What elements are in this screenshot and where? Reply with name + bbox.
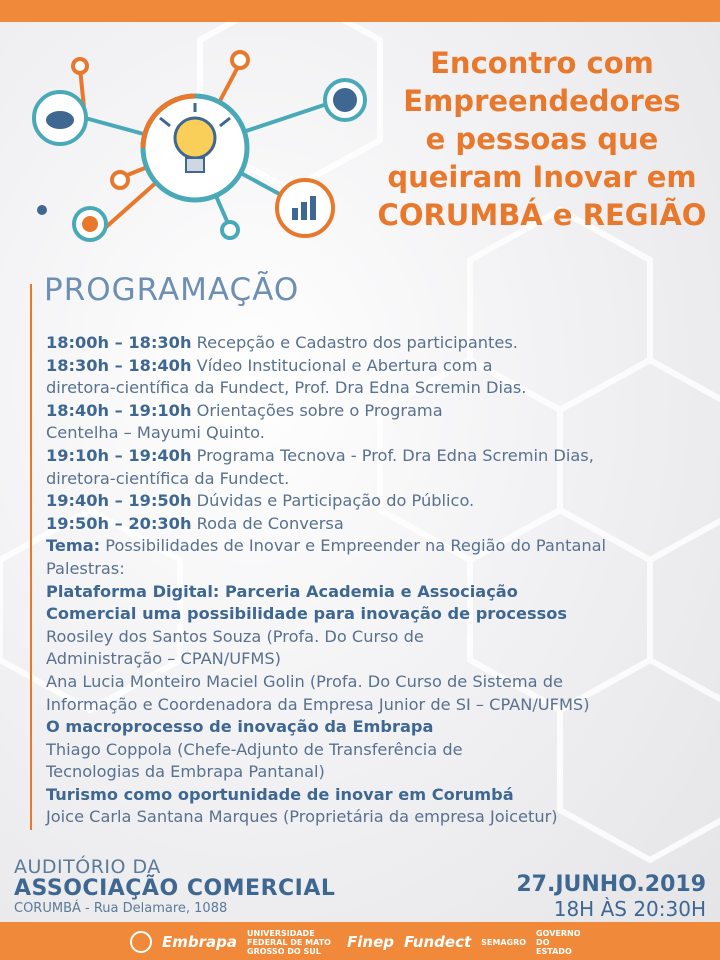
schedule-line: [46, 716, 716, 739]
embrapa-logo: Embrapa: [162, 933, 237, 951]
schedule-line: [46, 422, 716, 445]
schedule-line: [46, 648, 716, 671]
sponsor-logos: [130, 926, 586, 958]
schedule-text: Orientações sobre o Programa: [191, 400, 443, 420]
talk-title: Comercial uma possibilidade para inovação de processos: [46, 604, 567, 624]
schedule-text: Palestras:: [46, 558, 125, 578]
section-divider: [30, 284, 32, 830]
schedule-line: [46, 332, 716, 355]
schedule-line: [46, 445, 716, 468]
venue-line-2: ASSOCIAÇÃO COMERCIAL: [14, 876, 336, 901]
schedule-time: Tema:: [46, 536, 101, 556]
headline-line: Empreendedores: [403, 84, 681, 118]
governo-logo: GOVERNO DO ESTADO: [536, 928, 581, 956]
venue-address: CORUMBÁ - Rua Delamare, 1088: [14, 901, 228, 916]
schedule-line: [46, 761, 716, 784]
top-accent-bar: [0, 0, 720, 22]
schedule-text: Roosiley dos Santos Souza (Profa. Do Curso de: [46, 626, 424, 646]
schedule-text: Informação e Coordenadora da Empresa Junior de SI – CPAN/UFMS): [46, 694, 590, 714]
schedule: [46, 332, 716, 829]
schedule-text: Centelha – Mayumi Quinto.: [46, 423, 265, 443]
schedule-line: [46, 513, 716, 536]
talk-title: Plataforma Digital: Parceria Academia e Associação: [46, 581, 518, 601]
schedule-time: 19:40h – 19:50h: [46, 491, 192, 511]
schedule-time: 19:10h – 19:40h: [46, 445, 192, 465]
schedule-line: [46, 784, 716, 807]
schedule-text: Tecnologias da Embrapa Pantanal): [46, 762, 325, 782]
headline-line: queiram Inovar em: [387, 160, 697, 194]
schedule-time: 19:50h – 20:30h: [46, 513, 192, 533]
schedule-text: Ana Lucia Monteiro Maciel Golin (Profa. Do Curso de Sistema de: [46, 671, 563, 691]
schedule-text: Thiago Coppola (Chefe-Adjunto de Transferência de: [46, 739, 463, 759]
talk-title: Turismo como oportunidade de inovar em Corumbá: [46, 784, 514, 804]
schedule-time: 18:40h – 19:10h: [46, 400, 192, 420]
schedule-text: Dúvidas e Participação do Público.: [191, 491, 475, 511]
finep-logo: Finep: [347, 933, 394, 951]
schedule-line: [46, 377, 716, 400]
schedule-text: Possibilidades de Inovar e Empreender na Região do Pantanal: [100, 536, 607, 556]
schedule-line: [46, 603, 716, 626]
schedule-time: 18:00h – 18:30h: [46, 333, 192, 352]
schedule-text: Joice Carla Santana Marques (Proprietária da empresa Joicetur): [46, 807, 558, 827]
schedule-line: [46, 558, 716, 581]
talk-title: O macroprocesso de inovação da Embrapa: [46, 717, 434, 737]
schedule-text: diretora-científica da Fundect, Prof. Dra Edna Scremin Dias.: [46, 378, 527, 398]
event-time: 18H ÀS 20:30H: [553, 897, 706, 921]
headline: [372, 44, 712, 234]
schedule-text: Recepção e Cadastro dos participantes.: [191, 333, 518, 352]
programacao-title: PROGRAMAÇÃO: [44, 272, 300, 308]
semagro-logo: SEMAGRO: [481, 937, 527, 947]
event-date: 27.JUNHO.2019: [516, 872, 706, 897]
schedule-text: Roda de Conversa: [191, 513, 344, 533]
headline-line: CORUMBÁ e REGIÃO: [377, 198, 707, 232]
schedule-line: [46, 806, 716, 829]
schedule-line: [46, 400, 716, 423]
schedule-line: [46, 671, 716, 694]
venue-line-1: AUDITÓRIO DA: [14, 856, 161, 878]
schedule-line: [46, 535, 716, 558]
schedule-text: diretora-científica da Fundect.: [46, 468, 290, 488]
emblem-icon: [130, 931, 152, 953]
headline-line: Encontro com: [430, 46, 654, 80]
headline-line: e pessoas que: [425, 122, 659, 156]
fundect-logo: Fundect: [403, 933, 472, 951]
schedule-line: [46, 355, 716, 378]
schedule-line: [46, 626, 716, 649]
schedule-text: Programa Tecnova - Prof. Dra Edna Scremin Dias,: [191, 445, 594, 465]
schedule-time: 18:30h – 18:40h: [46, 355, 192, 375]
schedule-line: [46, 739, 716, 762]
schedule-line: [46, 468, 716, 491]
ufms-logo: UNIVERSIDADE FEDERAL DE MATO GROSSO DO SUL: [247, 928, 331, 956]
schedule-line: [46, 490, 716, 513]
schedule-line: [46, 581, 716, 604]
schedule-line: [46, 694, 716, 717]
innovation-diagram: [20, 38, 380, 268]
schedule-text: Administração – CPAN/UFMS): [46, 649, 281, 669]
schedule-text: Vídeo Institucional e Abertura com a: [191, 355, 493, 375]
